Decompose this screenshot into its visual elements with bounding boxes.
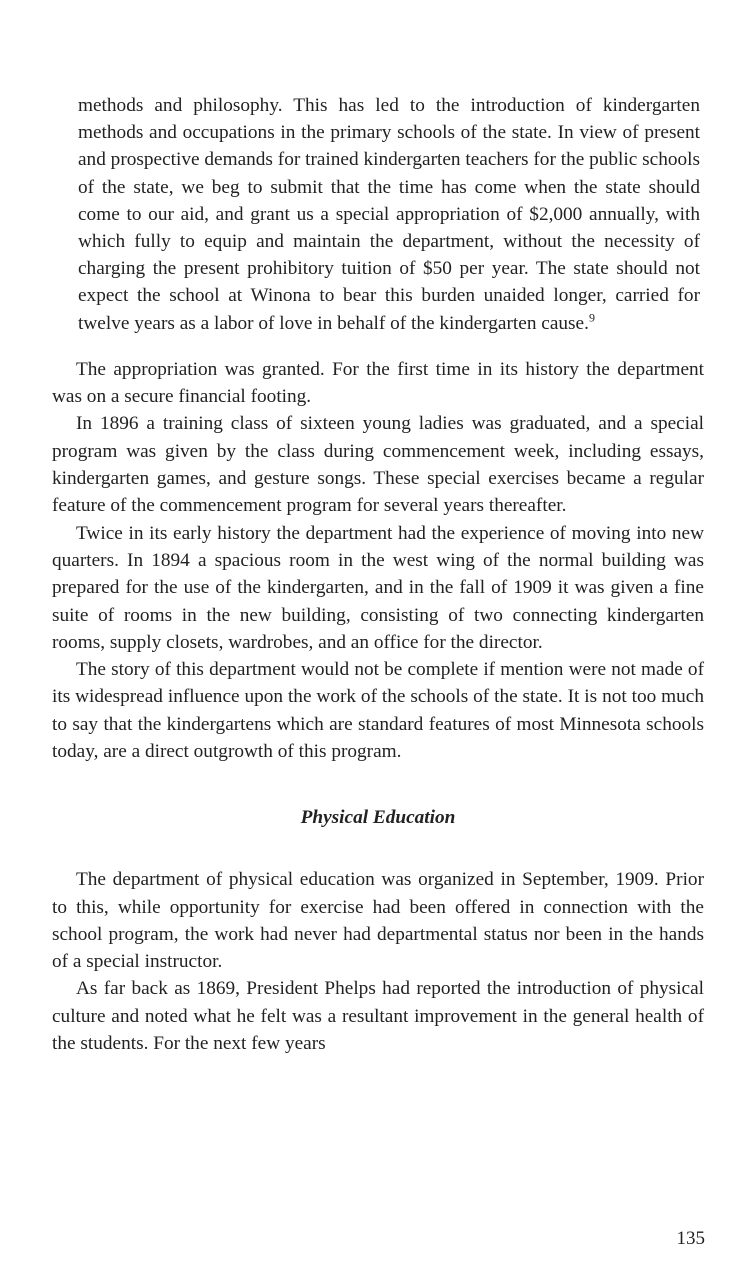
section-heading: Physical Education: [300, 807, 456, 829]
body-paragraph: The story of this department would not be complete if mention were not made of its widespread influence upon the work of the schools of the state. It is not too much to say that the kindergartens which are standard features of most Minnesota schools today, are a direct outgrowth of this program.: [52, 659, 704, 762]
section-paragraph: As far back as 1869, President Phelps had reported the introduction of physical culture and noted what he felt was a resultant improvement in the general health of the students. For the next few years: [52, 978, 704, 1055]
page-content: [52, 92, 704, 1057]
body-paragraph: In 1896 a training class of sixteen young ladies was graduated, and a special program was given by the class during commencement week, including essays, kindergarten games, and gesture songs. These special exercises became a regular feature of the commencement program for several years thereafter.: [52, 413, 704, 517]
section-paragraph: The department of physical education was organized in September, 1909. Prior to this, while opportunity for exercise had been offered in connection with the school program, the work had never had departmental status nor been in the hands of a special instructor.: [52, 869, 704, 973]
block-quote: [78, 92, 700, 337]
body-paragraph: Twice in its early history the department had the experience of moving into new quarters. In 1894 a spacious room in the west wing of the normal building was prepared for the use of the kindergarten, and in the fall of 1909 it was given a fine suite of rooms in the new building, consisting of two connecting kindergarten rooms, supply closets, wardrobes, and an office for the director.: [52, 522, 704, 653]
body-paragraph: The appropriation was granted. For the first time in its history the department was on a secure financial footing.: [52, 358, 704, 408]
footnote-reference: 9: [588, 310, 595, 325]
block-quote-text: methods and philosophy. This has led to the introduction of kindergarten methods and occupations in the primary schools of the state. In view of present and prospective demands for trained kindergarten teachers for the public schools of the state, we beg to submit that the time has come when the state should come to our aid, and grant us a special appropriation of $2,000 annually, with which fully to equip and maintain the department, without the necessity of charging the present prohibitory tuition of $50 per year. The state should not expect the school at Winona to bear this burden unaided longer, carried for twelve years as a labor of love in behalf of the kindergarten cause.: [78, 95, 700, 334]
page-number: 135: [676, 1228, 705, 1249]
